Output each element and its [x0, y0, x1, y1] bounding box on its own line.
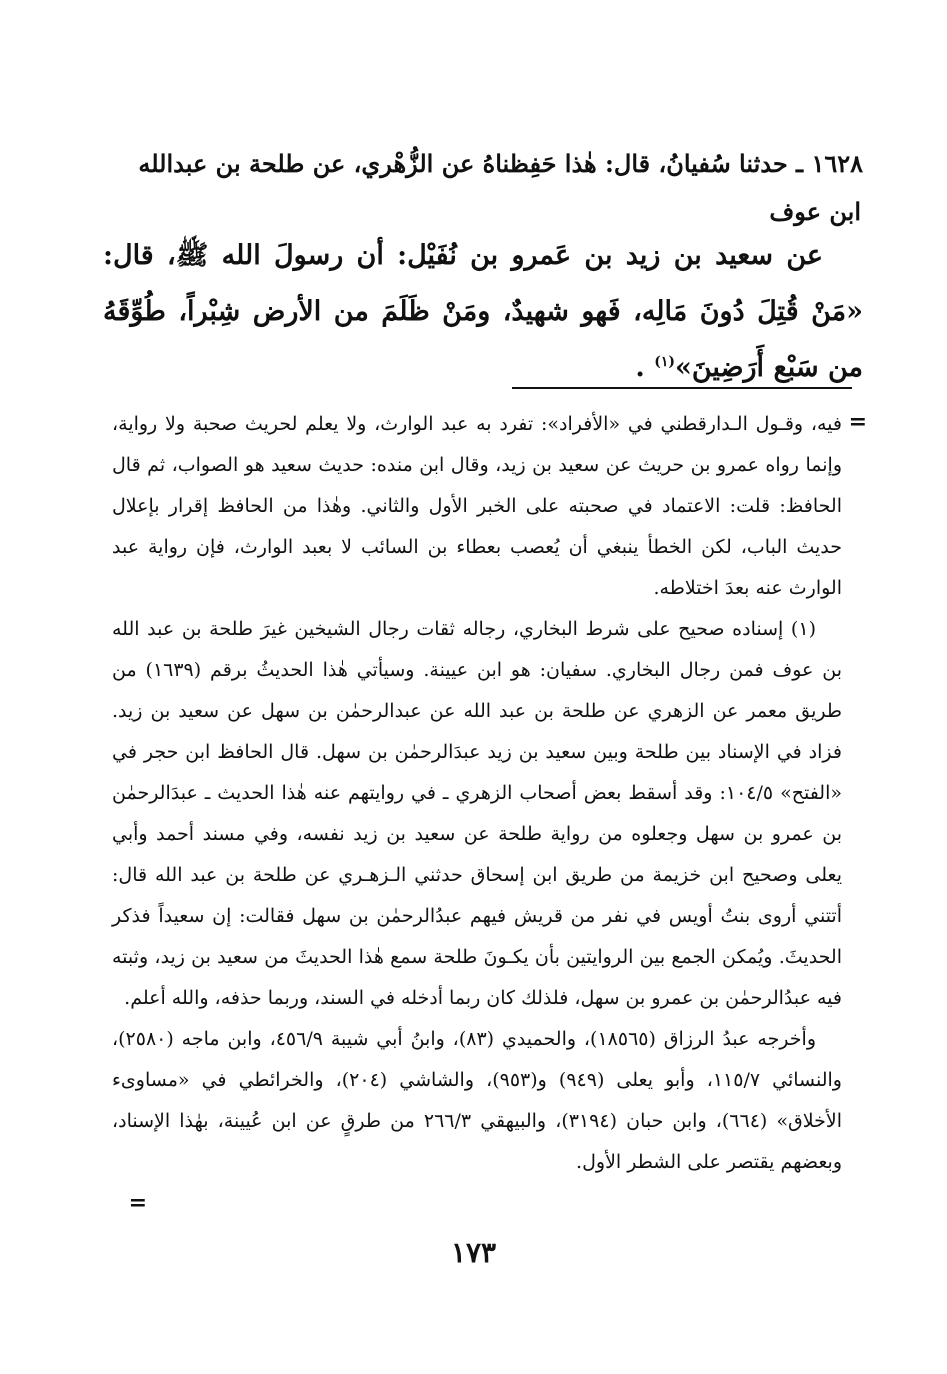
footnote-separator [512, 387, 852, 389]
footnote-reference: (١) [654, 354, 675, 370]
hadith-text: عن سعيد بن زيد بن عَمرو بن نُفَيْل: أن رسولَ الله ﷺ، قال: «مَنْ قُتِلَ دُونَ مَالِه، فَهو شهيدٌ، ومَنْ ظَلَمَ من الأرض شِبْراً، طُوِّقَهُ من سَبْع أَرَضِينَ» [103, 240, 863, 383]
hadith-header [103, 140, 863, 236]
footnote-1-takhrij: وأخرجه عبدُ الرزاق (١٨٥٦٥)، والحميدي (٨٣)، وابنُ أبي شيبة ٤٥٦/٩، وابن ماجه (٢٥٨٠)، والنسائي ١١٥/٧، وأبو يعلى (٩٤٩) و(٩٥٣)، والشاشي (٢٠٤)، والخرائطي في «مساوىء الأخلاق» (٦٦٤)، وابن حبان (٣١٩٤)، والبيهقي ٢٦٦/٣ من طرقٍ عن ابن عُيينة، بهٰذا الإسناد، وبعضهم يقتصر على الشطر الأول. [112, 1028, 843, 1173]
hadith-isnad-continuation: ابن عوف [769, 197, 861, 226]
footnote-1: (١) إسناده صحيح على شرط البخاري، رجاله ثقات رجال الشيخين غيرَ طلحة بن عبد الله بن عوف فمن رجال البخاري. سفيان: هو ابن عيينة. وسيأتي هٰذا الحديثُ برقم (١٦٣٩) من طريق معمر عن الزهري عن طلحة بن عبد الله عن عبدالرحمٰن بن سهل عن سعيد بن زيد. فزاد في الإسناد بين طلحة وبين سعيد بن زيد عبدَالرحمٰن بن سهل. قال الحافظ ابن حجر في «الفتح» ١٠٤/٥: وقد أسقط بعض أصحاب الزهري ـ في روايتهم عنه هٰذا الحديث ـ عبدَالرحمٰن بن عمرو بن سهل وجعلوه من رواية طلحة عن سعيد بن زيد نفسه، وفي مسند أحمد وأبي يعلى وصحيح ابن خزيمة من طريق ابن إسحاق حدثني الـزهـري عن طلحة بن عبد الله قال: أتتني أروى بنتُ أويس في نفر من قريش فيهم عبدُالرحمٰن بن سهل فقالت: إن سعيداً فذكر الحديثَ. ويُمكن الجمع بين الروايتين بأن يكـونَ طلحة سمع هٰذا الحديثَ من سعيد بن زيد، وثبته فيه عبدُالرحمٰن بن عمرو بن سهل، فلذلك كان ربما أدخله في السند، وربما حذفه، والله أعلم. [112, 618, 843, 1009]
continuation-mark-top: = [848, 409, 867, 435]
hadith-isnad: ١٦٢٨ ـ حدثنا سُفيانُ، قال: هٰذا حَفِظناهُ عن الزُّهْري، عن طلحة بن عبدالله [138, 149, 863, 178]
hadith-matn [103, 228, 863, 396]
hadith-end-mark: . [635, 352, 655, 383]
footnote-carryover: فيه، وقـول الـدارقطني في «الأفراد»: تفرد به عبد الوارث، ولا يعلم لحريث صحبة ولا رواية، وإنما رواه عمرو بن حريث عن سعيد بن زيد، وقال ابن منده: حديث سعيد هو الصواب، ثم قال الحافظ: قلت: الاعتماد في صحبته على الخبر الأول والثاني. وهٰذا من الحافظ إقرار بإعلال حديث الباب، لكن الخطأ ينبغي أن يُعصب بعطاء بن السائب لا بعبد الوارث، فإن رواية عبد الوارث عنه بعدَ اختلاطه. [112, 413, 842, 599]
page-number: ١٧٣ [450, 1236, 497, 1269]
footnotes [112, 404, 842, 1183]
continuation-mark-bottom: = [128, 1190, 147, 1216]
